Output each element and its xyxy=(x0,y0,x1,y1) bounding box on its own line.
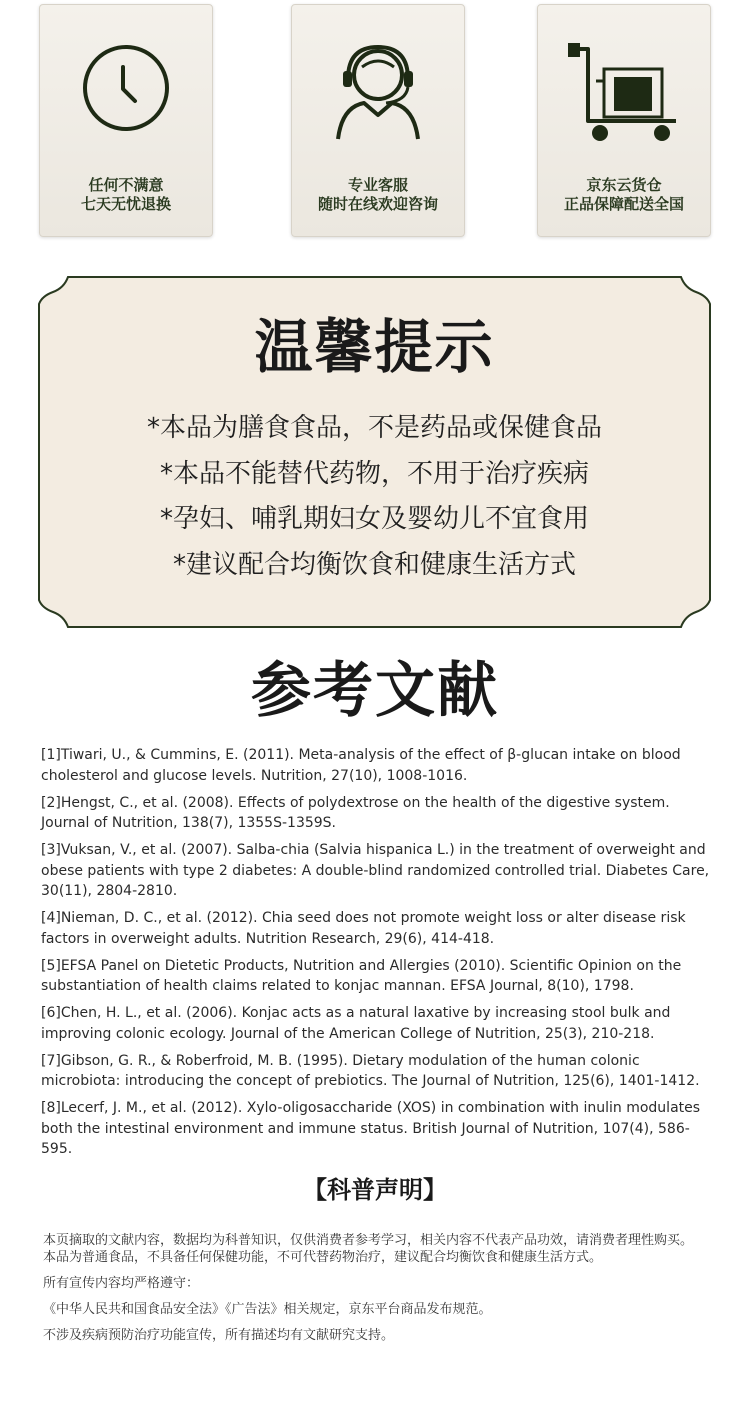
notice-title: 温馨提示 xyxy=(254,313,495,381)
card-line2: 七天无忧退换 xyxy=(80,195,171,213)
references-title: 参考文献 xyxy=(251,656,499,726)
reference-item: [5]EFSA Panel on Dietetic Products, Nutrition and Allergies (2010). Scientific Opinion on the substantiation of health claims related to konjac mannan. EFSA Journal, 8(10), 1798. xyxy=(41,957,682,994)
reference-item: [7]Gibson, G. R., & Roberfroid, M. B. (1995). Dietary modulation of the human colonic microbiota: introducing the concept of prebiotics. The Journal of Nutrition, 125(6), 1401-1412. xyxy=(41,1052,700,1089)
reference-item: [3]Vuksan, V., et al. (2007). Salba-chia (Salvia hispanica L.) in the treatment of overweight and obese patients with type 2 diabetes: A double-blind randomized controlled trial. Diabetes Care, 30(11), 2804-2810. xyxy=(41,842,710,899)
headset-agent-icon xyxy=(332,41,424,143)
feature-card-return xyxy=(39,4,213,237)
feature-card-service xyxy=(291,4,465,237)
reference-item: [2]Hengst, C., et al. (2008). Effects of polydextrose on the health of the digestive system. Journal of Nutrition, 138(7), 1355S-1359S. xyxy=(41,794,670,831)
notice-box xyxy=(38,276,711,628)
clock-icon xyxy=(81,43,171,133)
card-line1: 任何不满意 xyxy=(88,176,164,194)
reference-item: [4]Nieman, D. C., et al. (2012). Chia seed does not promote weight loss or alter disease risk factors in overweight adults. Nutrition Research, 29(6), 414-418. xyxy=(41,910,686,947)
declaration-line: 《中华人民共和国食品安全法》《广告法》相关规定，京东平台商品发布规范。 xyxy=(43,1302,492,1317)
declaration-line: 本品为普通食品，不具备任何保健功能，不可代替药物治疗，建议配合均衡饮食和健康生活方式。 xyxy=(43,1250,603,1265)
notice-line: *孕妇、哺乳期妇女及婴幼儿不宜食用 xyxy=(159,504,589,534)
reference-item: [6]Chen, H. L., et al. (2006). Konjac acts as a natural laxative by increasing stool bulk and improving colonic ecology. Journal of the American College of Nutrition, 25(3), 210-218. xyxy=(41,1005,671,1042)
declaration-line: 不涉及疾病预防治疗功能宣传，所有描述均有文献研究支持。 xyxy=(43,1328,395,1343)
reference-item: [1]Tiwari, U., & Cummins, E. (2011). Meta-analysis of the effect of β-glucan intake on blood cholesterol and glucose levels. Nutrition, 27(10), 1008-1016. xyxy=(41,747,681,784)
declaration-line: 所有宣传内容均严格遵守： xyxy=(43,1276,200,1291)
card-line2: 随时在线欢迎咨询 xyxy=(317,195,438,213)
references-list xyxy=(41,745,713,1166)
notice-line: *建议配合均衡饮食和健康生活方式 xyxy=(172,549,576,580)
declaration-line: 本页摘取的文献内容，数据均为科普知识，仅供消费者参考学习，相关内容不代表产品功效，请消费者理性购买。 xyxy=(43,1233,694,1248)
notice-line: *本品为膳食食品，不是药品或保健食品 xyxy=(146,413,602,443)
declaration-text xyxy=(43,1232,733,1344)
card-line2: 正品保障配送全国 xyxy=(563,195,684,213)
notice-line: *本品不能替代药物，不用于治疗疾病 xyxy=(159,458,589,489)
feature-card-warehouse xyxy=(537,4,711,237)
notice-list xyxy=(38,406,711,588)
card-line1: 专业客服 xyxy=(347,176,408,194)
declaration-title: 【科普声明】 xyxy=(303,1176,447,1204)
card-line1: 京东云货仓 xyxy=(586,176,662,194)
hand-truck-icon xyxy=(568,41,680,143)
reference-item: [8]Lecerf, J. M., et al. (2012). Xylo-oligosaccharide (XOS) in combination with inulin modulates both the intestinal environment and immune status. British Journal of Nutrition, 107(4), 586-595. xyxy=(41,1100,701,1157)
